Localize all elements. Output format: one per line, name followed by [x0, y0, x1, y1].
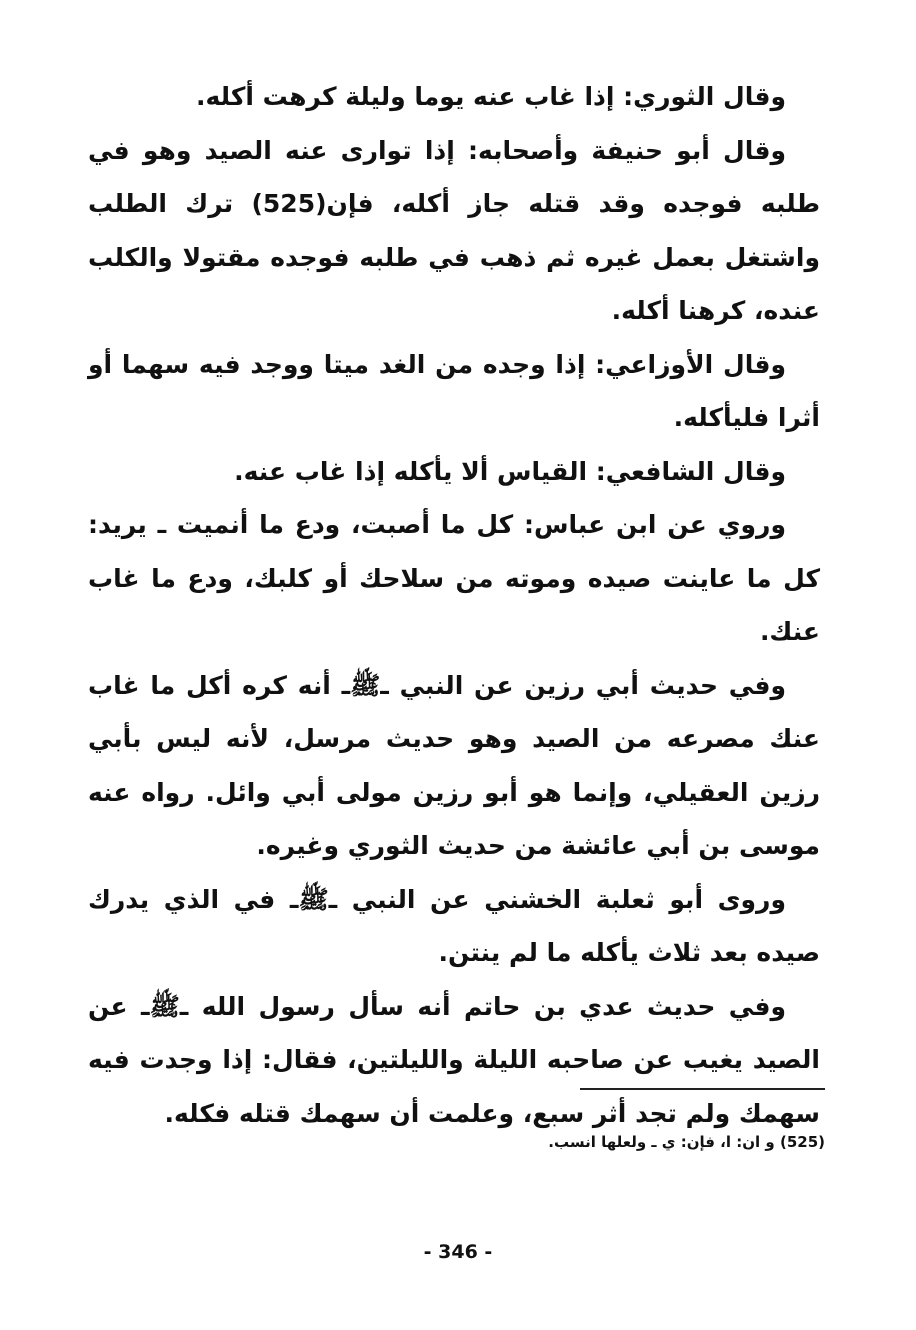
paragraph-abu-hanifa: وقال أبو حنيفة وأصحابه: إذا توارى عنه الصيد وهو في طلبه فوجده وقد قتله جاز أكله، فإن(525) ترك الطلب واشتغل بعمل غيره ثم ذهب في طلبه فوجده مقتولا والكلب عنده، كرهنا أكله. [88, 135, 820, 325]
page-number: - 346 - [423, 1241, 493, 1263]
paragraph-shafii: وقال الشافعي: القياس ألا يأكله إذا غاب عنه. [234, 456, 786, 486]
paragraph-abu-razin: وفي حديث أبي رزين عن النبي ـﷺـ أنه كره أكل ما غاب عنك مصرعه من الصيد وهو حديث مرسل، لأنه ليس بأبي رزين العقيلي، وإنما هو أبو رزين مولى أبي وائل. رواه عنه موسى بن أبي عائشة من حديث الثوري وغيره. [88, 670, 820, 860]
paragraph-thawri: وقال الثوري: إذا غاب عنه يوما وليلة كرهت أكله. [195, 82, 786, 111]
footnote: (525) و ان: ا، فإن: ي ـ ولعلها انسب. [548, 1133, 825, 1151]
paragraph-adi-bin-hatim: وفي حديث عدي بن حاتم أنه سأل رسول الله ـﷺـ عن الصيد يغيب عن صاحبه الليلة والليلتين، فقال: إذا وجدت فيه سهمك ولم تجد أثر سبع، وعلمت أن سهمك قتله فكله. [88, 991, 820, 1128]
paragraph-awzai: وقال الأوزاعي: إذا وجده من الغد ميتا ووجد فيه سهما أو أثرا فليأكله. [88, 349, 820, 432]
paragraph-abu-thalaba: وروى أبو ثعلبة الخشني عن النبي ـﷺـ في الذي يدرك صيده بعد ثلاث يأكله ما لم ينتن. [88, 884, 820, 967]
paragraph-ibn-abbas: وروي عن ابن عباس: كل ما أصبت، ودع ما أنميت ـ يريد: كل ما عاينت صيده وموته من سلاحك أو كلبك، ودع ما غاب عنك. [88, 510, 820, 646]
footnote-divider [580, 1088, 825, 1090]
main-text [88, 70, 820, 1140]
